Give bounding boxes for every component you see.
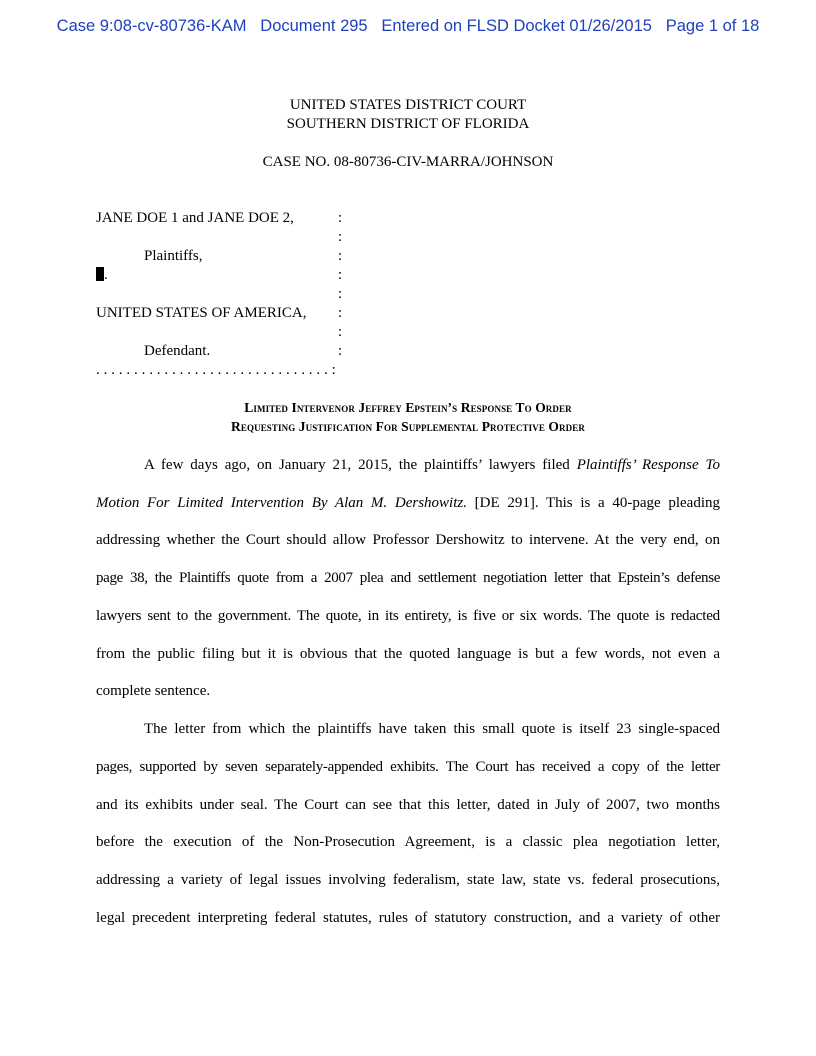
caption-colon: :	[337, 210, 343, 226]
defendant-label: Defendant.	[144, 343, 211, 359]
court-district: SOUTHERN DISTRICT OF FLORIDA	[286, 116, 530, 132]
paragraph1-line1: A few days ago, on January 21, 2015, the plaintiffs’ lawyers filed Plaintiffs’ Response To	[144, 457, 720, 473]
paragraph2-line3: and its exhibits under seal. The Court can see that this letter, dated in July of 2007, two months	[96, 797, 720, 813]
docket-stamp	[0, 17, 816, 36]
caption-colon: :	[337, 286, 343, 302]
document-title-line2: Requesting Justification For Supplemental Protective Order	[231, 419, 585, 434]
document-title-line1: Limited Intervenor Jeffrey Epstein’s Response To Order	[244, 400, 572, 415]
defendant-name: UNITED STATES OF AMERICA,	[96, 305, 307, 321]
redaction-block	[96, 267, 104, 281]
court-name: UNITED STATES DISTRICT COURT	[289, 97, 527, 113]
paragraph2-line4: before the execution of the Non-Prosecution Agreement, is a classic plea negotiation letter,	[96, 834, 720, 850]
paragraph2-line6: legal precedent interpreting federal statutes, rules of statutory construction, and a variety of other	[96, 910, 720, 926]
caption-dotted-line: . . . . . . . . . . . . . . . . . . . . . . . . . . . . . . . :	[96, 362, 336, 378]
plaintiffs-names: JANE DOE 1 and JANE DOE 2,	[96, 210, 294, 226]
paragraph1-line3: addressing whether the Court should allow Professor Dershowitz to intervene. At the very end, on	[96, 532, 720, 548]
case-number: CASE NO. 08-80736-CIV-MARRA/JOHNSON	[262, 154, 554, 170]
caption-colon: :	[337, 305, 343, 321]
paragraph1-line6: from the public filing but it is obvious that the quoted language is but a few words, not even a	[96, 646, 720, 662]
paragraph1-line5: lawyers sent to the government. The quote, in its entirety, is five or six words. The quote is redacted	[96, 608, 720, 624]
stamp-page: Page 1 of 18	[665, 17, 760, 35]
paragraph2-line1: The letter from which the plaintiffs have taken this small quote is itself 23 single-spaced	[144, 721, 720, 737]
paragraph1-line7: complete sentence.	[96, 683, 211, 699]
stamp-entered: Entered on FLSD Docket 01/26/2015	[381, 17, 652, 35]
caption-colon: :	[337, 229, 343, 245]
versus-line: .	[96, 267, 108, 284]
plaintiffs-label: Plaintiffs,	[144, 248, 203, 264]
caption-colon: :	[337, 248, 343, 264]
paragraph1-line4: page 38, the Plaintiffs quote from a 2007 plea and settlement negotiation letter that Epstein’s defense	[96, 570, 720, 586]
caption-colon: :	[337, 343, 343, 359]
stamp-case-number: Case 9:08-cv-80736-KAM	[56, 17, 247, 35]
caption-colon: :	[337, 267, 343, 283]
paragraph1-line2: Motion For Limited Intervention By Alan M. Dershowitz. [DE 291]. This is a 40-page pleading	[96, 495, 720, 511]
caption-colon: :	[337, 324, 343, 340]
paragraph2-line2: pages, supported by seven separately-appended exhibits. The Court has received a copy of the letter	[96, 759, 720, 775]
paragraph2-line5: addressing a variety of legal issues involving federalism, state law, state vs. federal prosecutions,	[96, 872, 720, 888]
stamp-document-number: Document 295	[260, 17, 368, 35]
